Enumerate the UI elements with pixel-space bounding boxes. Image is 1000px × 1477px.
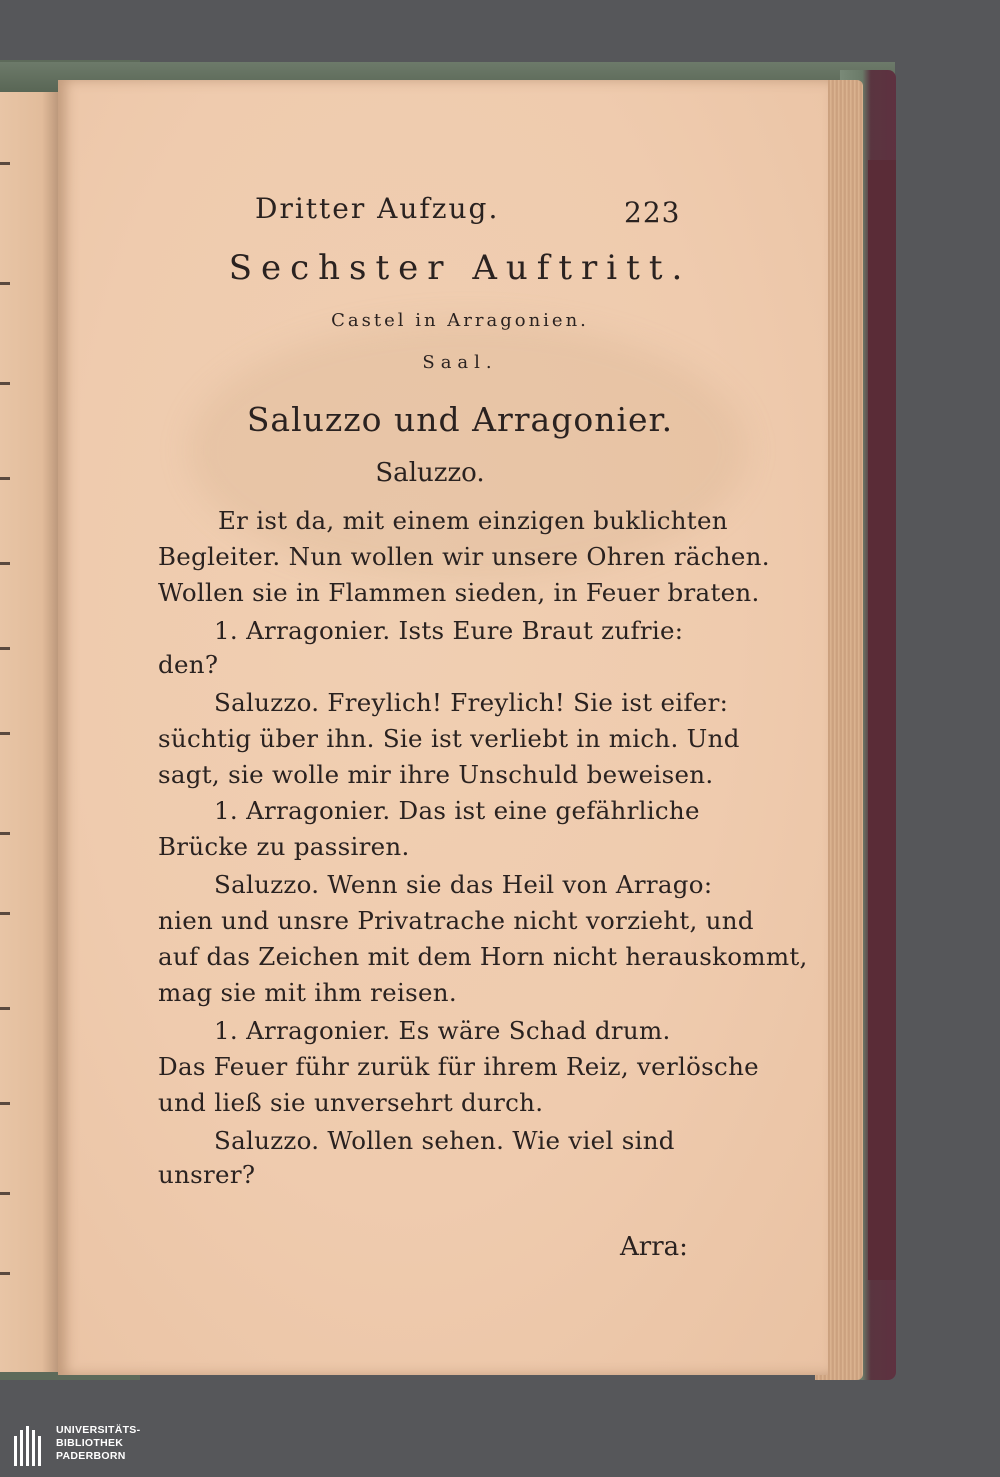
text-line: Wollen sie in Flammen sieden, in Feuer braten. xyxy=(158,578,760,607)
text-line: Saluzzo. Wenn sie das Heil von Arrago: xyxy=(214,870,713,899)
catchword: Arra: xyxy=(620,1232,688,1262)
library-logo-line: PADERBORN xyxy=(56,1450,126,1462)
text-line: Brücke zu passiren. xyxy=(158,832,410,861)
text-line: Das Feuer führ zurük für ihrem Reiz, verlösche xyxy=(158,1052,759,1081)
text-line: Saluzzo. Freylich! Freylich! Sie ist eifer: xyxy=(214,688,729,717)
text-line: 1. Arragonier. Ists Eure Braut zufrie: xyxy=(214,616,684,645)
text-line: 1. Arragonier. Das ist eine gefährliche xyxy=(214,796,700,825)
text-line: den? xyxy=(158,650,219,679)
scene-title: Sechster Auftritt. xyxy=(228,248,692,288)
text-line: Saluzzo. Wollen sehen. Wie viel sind xyxy=(214,1126,675,1155)
text-line: nien und unsre Privatrache nicht vorzieht, und xyxy=(158,906,754,935)
text-line: sagt, sie wolle mir ihre Unschuld beweisen. xyxy=(158,760,714,789)
scene-setting: Saal. xyxy=(422,352,498,373)
page-number: 223 xyxy=(624,196,681,229)
text-line: auf das Zeichen mit dem Horn nicht herauskommt, xyxy=(158,942,808,971)
scene-location: Castel in Arragonien. xyxy=(331,310,589,331)
characters-heading: Saluzzo und Arragonier. xyxy=(246,400,674,439)
text-line: unsrer? xyxy=(158,1160,256,1189)
library-logo-text xyxy=(56,1424,140,1463)
speaker-heading: Saluzzo. xyxy=(375,458,485,488)
text-line: süchtig über ihn. Sie ist verliebt in mich. Und xyxy=(158,724,740,753)
library-logo-icon xyxy=(14,1426,54,1466)
text-line: und ließ sie unversehrt durch. xyxy=(158,1088,544,1117)
text-line: mag sie mit ihm reisen. xyxy=(158,978,457,1007)
running-head: Dritter Aufzug. xyxy=(255,192,500,225)
library-logo xyxy=(14,1424,164,1468)
text-line: Begleiter. Nun wollen wir unsere Ohren rächen. xyxy=(158,542,770,571)
library-logo-line: BIBLIOTHEK xyxy=(56,1437,124,1449)
text-line: 1. Arragonier. Es wäre Schad drum. xyxy=(214,1016,671,1045)
text-line: Er ist da, mit einem einzigen buklichten xyxy=(218,506,728,535)
library-logo-line: UNIVERSITÄTS- xyxy=(56,1424,141,1436)
